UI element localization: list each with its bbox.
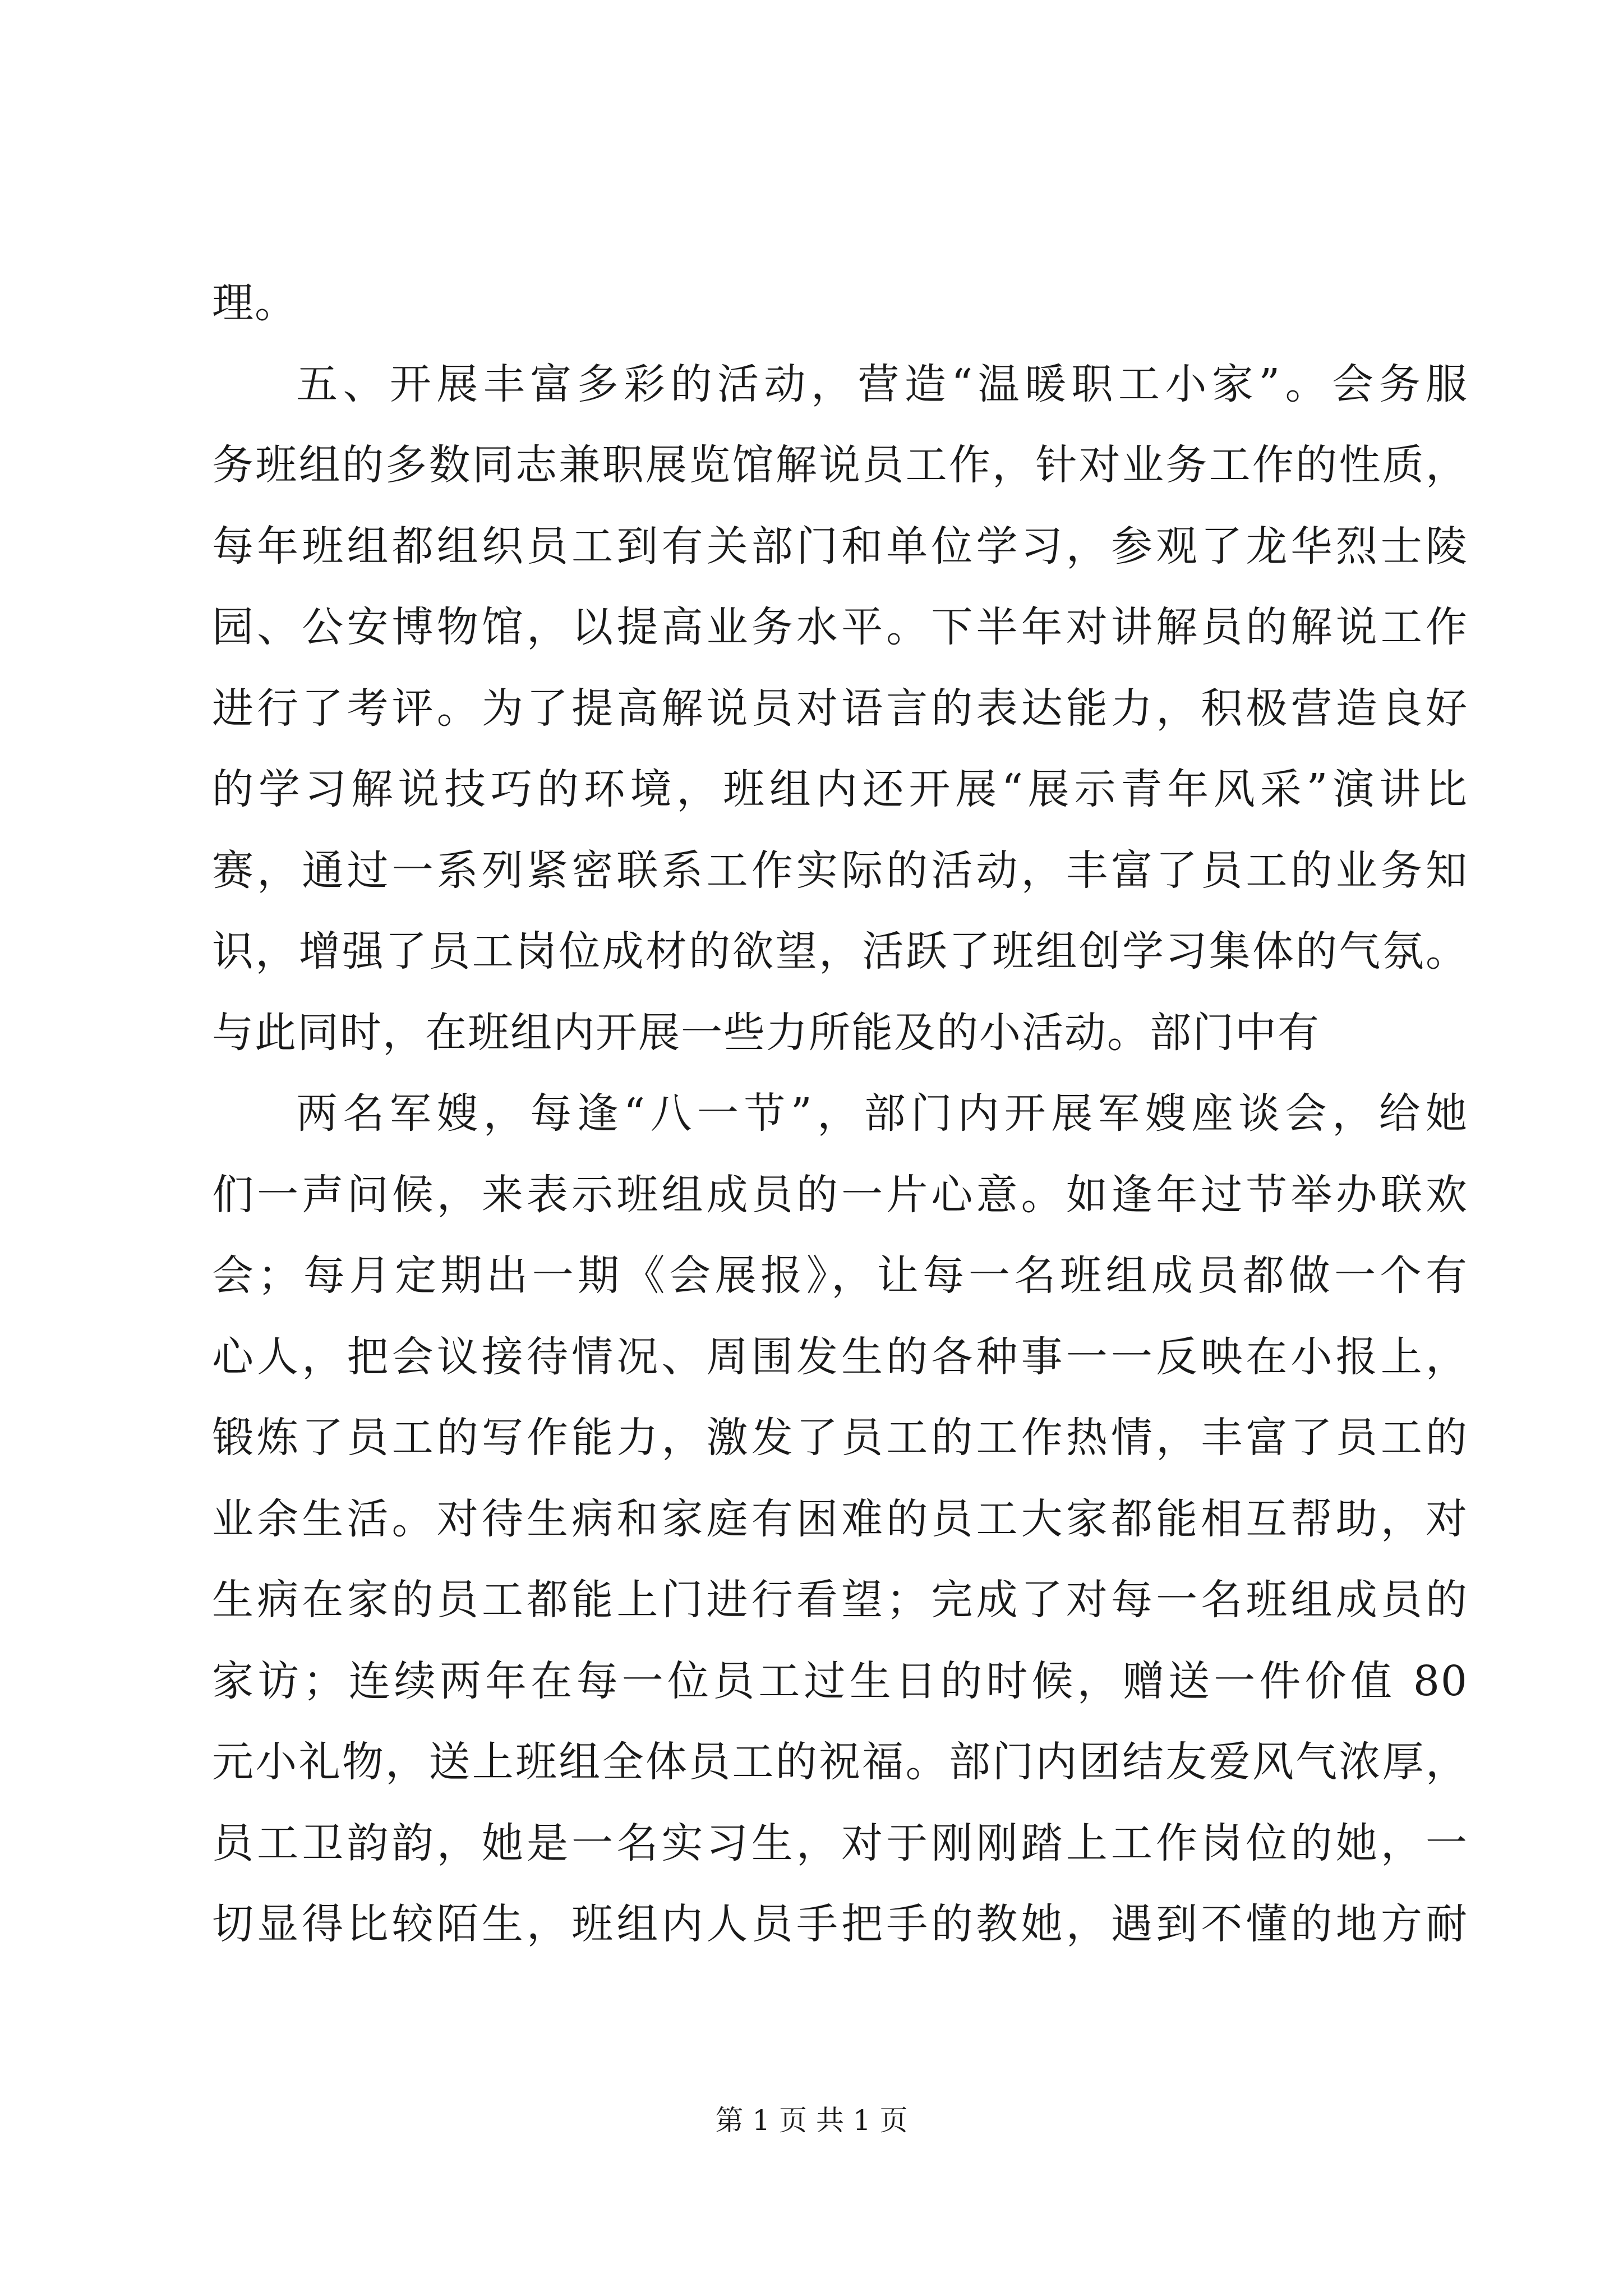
- paragraph-line: 的学习解说技巧的环境，班组内还开展“展示青年风采”演讲比: [212, 765, 1468, 813]
- paragraph-line: 家访；连续两年在每一位员工过生日的时候，赠送一件价值 80: [212, 1657, 1468, 1705]
- paragraph-line: 五、开展丰富多彩的活动，营造“温暖职工小家”。会务服: [296, 360, 1468, 408]
- paragraph-line: 生病在家的员工都能上门进行看望；完成了对每一名班组成员的: [212, 1576, 1468, 1624]
- paragraph-line: 切显得比较陌生，班组内人员手把手的教她，遇到不懂的地方耐: [212, 1900, 1468, 1948]
- paragraph-line: 园、公安博物馆，以提高业务水平。下半年对讲解员的解说工作: [212, 603, 1468, 651]
- paragraph-line: 元小礼物，送上班组全体员工的祝福。部门内团结友爱风气浓厚，: [212, 1738, 1468, 1786]
- paragraph-line: 两名军嫂，每逢“八一节”，部门内开展军嫂座谈会，给她: [296, 1089, 1468, 1138]
- page-footer: [0, 2101, 1623, 2140]
- paragraph-line: 业余生活。对待生病和家庭有困难的员工大家都能相互帮助，对: [212, 1494, 1468, 1543]
- paragraph-line: 会；每月定期出一期《会展报》，让每一名班组成员都做一个有: [212, 1251, 1468, 1300]
- document-body: [212, 263, 1468, 1965]
- paragraph-line: 赛，通过一系列紧密联系工作实际的活动，丰富了员工的业务知: [212, 846, 1468, 895]
- paragraph-line: 们一声问候，来表示班组成员的一片心意。如逢年过节举办联欢: [212, 1170, 1468, 1219]
- paragraph-line: 务班组的多数同志兼职展览馆解说员工作，针对业务工作的性质，: [212, 441, 1468, 489]
- paragraph-line: 进行了考评。为了提高解说员对语言的表达能力，积极营造良好: [212, 684, 1468, 733]
- paragraph-line: 每年班组都组织员工到有关部门和单位学习，参观了龙华烈士陵: [212, 522, 1468, 570]
- paragraph-line: 理。: [212, 279, 297, 327]
- paragraph-line: 员工卫韵韵，她是一名实习生，对于刚刚踏上工作岗位的她，一: [212, 1819, 1468, 1867]
- paragraph-line: 与此同时，在班组内开展一些力所能及的小活动。部门中有: [212, 1008, 1320, 1057]
- paragraph-line: 心人，把会议接待情况、周围发生的各种事一一反映在小报上，: [212, 1332, 1468, 1381]
- paragraph-line: 锻炼了员工的写作能力，激发了员工的工作热情，丰富了员工的: [212, 1414, 1468, 1462]
- page-number-label: 第 1 页 共 1 页: [715, 2104, 908, 2137]
- paragraph-line: 识，增强了员工岗位成材的欲望，活跃了班组创学习集体的气氛。: [212, 927, 1468, 976]
